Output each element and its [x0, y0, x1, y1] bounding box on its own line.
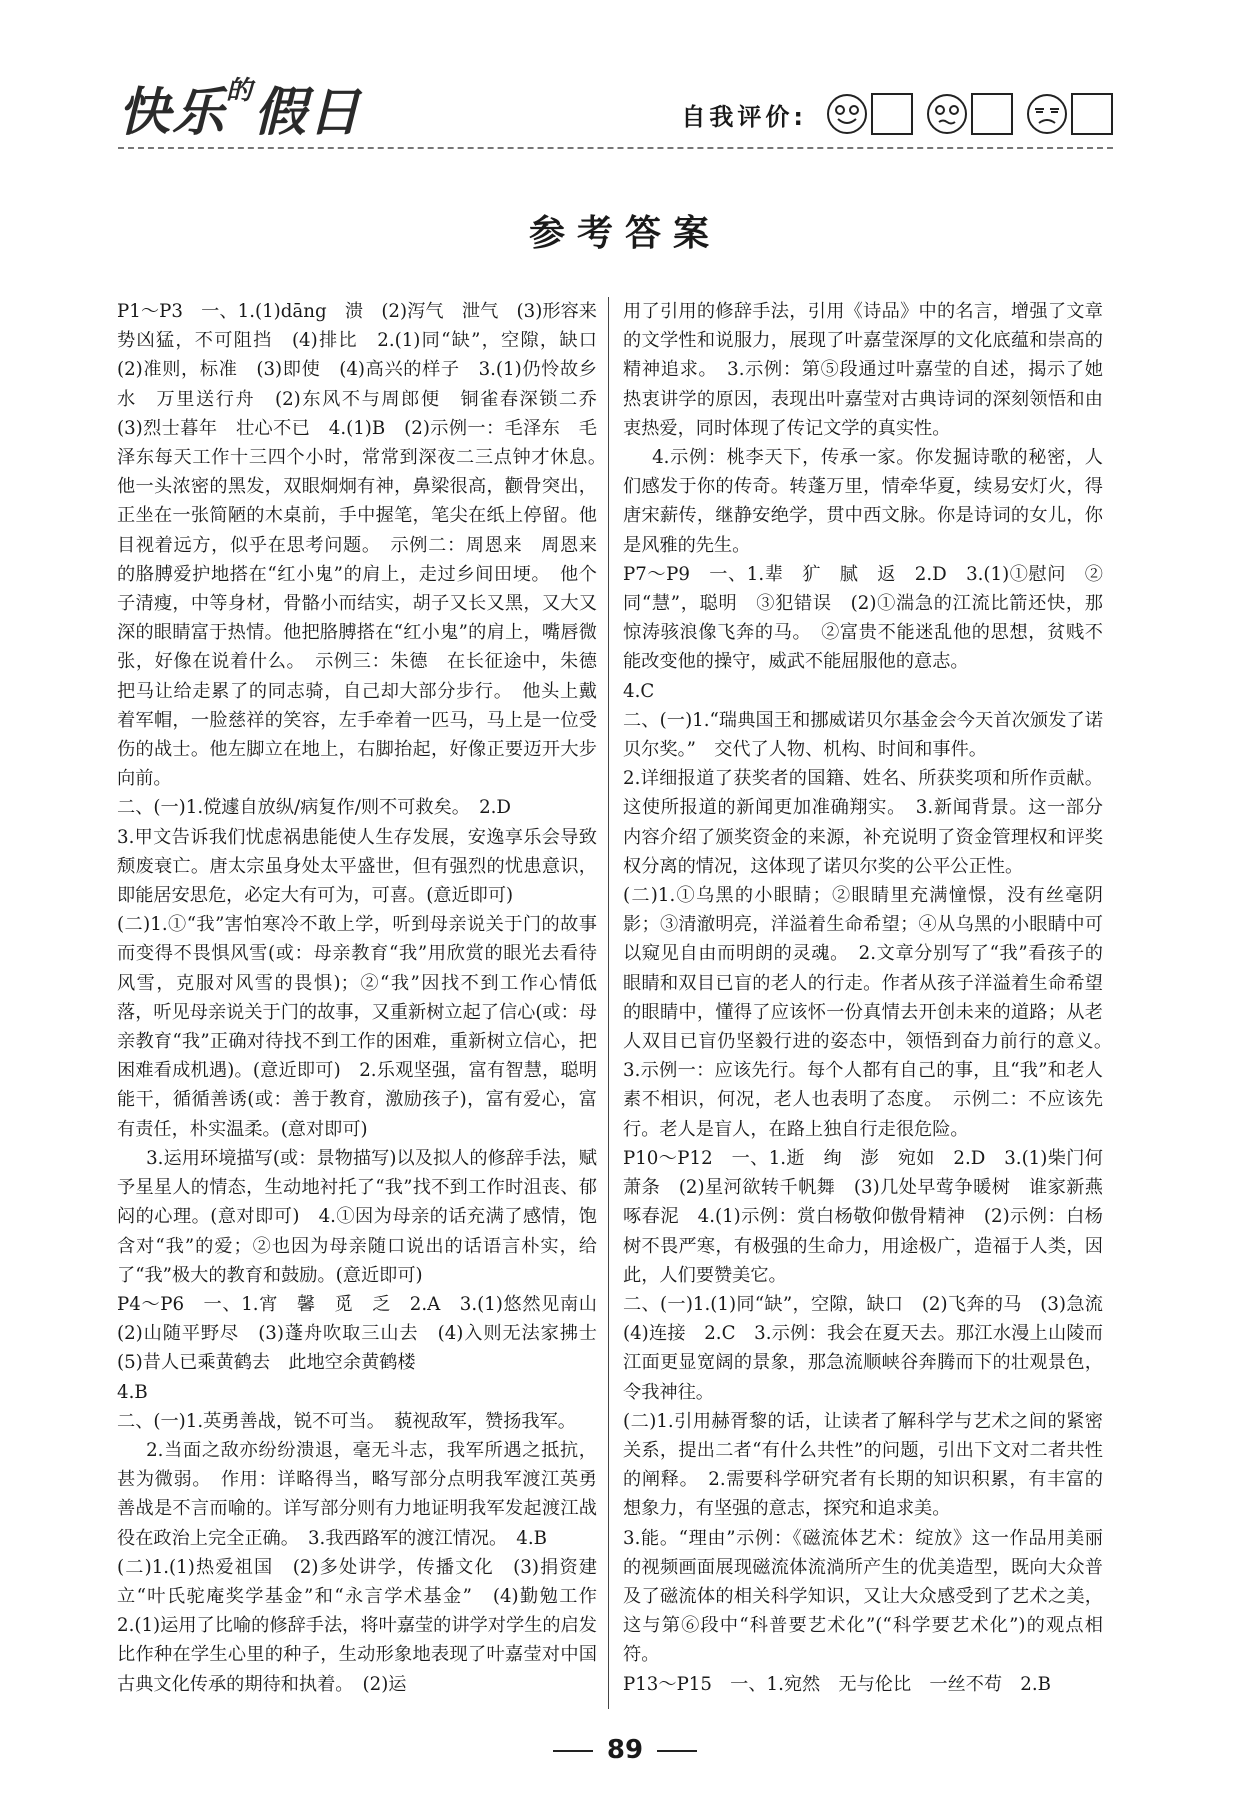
page-header — [118, 70, 1113, 150]
header-divider — [118, 147, 1113, 149]
neutral-checkbox[interactable] — [971, 93, 1013, 135]
answer-paragraph: 二、(一)1.傥遽自放纵/病复作/则不可救矣。 2.D — [117, 797, 512, 819]
happy-checkbox[interactable] — [871, 93, 913, 135]
answer-paragraph: 3.甲文告诉我们忧虑祸患能使人生存发展，安逸享乐会导致颓废衰亡。唐太宗虽身处太平盛世，但有强烈的忧患意识，即能居安思危，必定大有可为，可喜。(意近即可) — [117, 826, 597, 907]
answer-paragraph: P7～P9 一、1.辈 犷 腻 返 2.D 3.(1)①慰问 ②同“慧”，聪明 ③犯错误 (2)①湍急的江流比箭还快，那惊涛骇浪像飞奔的马。 ②富贵不能迷乱他的思想，贫贱不能改变他的操守，威武不能屈服他的意志。 — [623, 563, 1103, 673]
self-evaluation — [681, 88, 1113, 140]
answer-paragraph: P4～P6 一、1.宵 馨 觅 乏 2.A 3.(1)悠然见南山 (2)山随平野尽 (3)蓬舟吹取三山去 (4)入则无法家拂士 (5)昔人已乘黄鹤去 此地空余黄鹤楼 — [117, 1293, 616, 1374]
page-number-dash-left — [553, 1750, 593, 1752]
logo-text-small: 的 — [226, 76, 255, 106]
page-title: 参考答案 — [528, 212, 721, 254]
answer-paragraph: 二、(一)1.(1)同“缺”，空隙，缺口 (2)飞奔的马 (3)急流 (4)连接 2.C 3.示例：我会在夏天去。那江水漫上山陵而江面更显宽阔的景象，那急流顺峡谷奔腾而下的壮观景色，令我神往。 — [623, 1293, 1122, 1403]
neutral-face-icon — [925, 92, 969, 136]
answer-paragraph: 用了引用的修辞手法，引用《诗品》中的名言，增强了文章的文学性和说服力，展现了叶嘉莹深厚的文化底蕴和崇高的精神追求。 3.示例：第⑤段通过叶嘉莹的自述，揭示了她热衷讲学的原因，表现出叶嘉莹对古典诗词的深刻领悟和由衷热爱，同时体现了传记文学的真实性。 — [623, 301, 1103, 439]
answer-paragraph: 二、(一)1.英勇善战，锐不可当。 藐视敌军，赞扬我军。 — [117, 1410, 576, 1432]
happy-face-icon — [825, 92, 869, 136]
answer-paragraph: 3.运用环境描写(或：景物描写)以及拟人的修辞手法，赋予星星人的情态，生动地衬托了“我”找不到工作时沮丧、郁闷的心理。(意对即可) 4.①因为母亲的话充满了感情，饱含对“我”的爱；②也因为母亲随口说出的话语言朴实，给了“我”极大的教育和鼓励。(意近即可) — [117, 1147, 597, 1286]
answer-paragraph: P13～P15 一、1.宛然 无与伦比 一丝不苟 2.B — [623, 1673, 1052, 1695]
sad-checkbox[interactable] — [1071, 93, 1113, 135]
answer-paragraph: P1～P3 一、1.(1)dāng 溃 (2)泻气 泄气 (3)形容来势凶猛，不可阻挡 (4)排比 2.(1)同“缺”，空隙，缺口 (2)准则，标准 (3)即使 (4)高兴的样子 3.(1)仍怜故乡水 万里送行舟 (2)东风不与周郎便 铜雀春深锁二乔 (3)烈士暮年 壮心不已 4.(1)B (2)示例一：毛泽东 毛泽东每天工作十三四个小时，常常到深夜二三点钟才休息。 他一头浓密的黑发，双眼炯炯有神，鼻梁很高，颧骨突出，正坐在一张简陋的木桌前，手中握笔，笔尖在纸上停留。他目视着远方，似乎在思考问题。 示例二：周恩来 周恩来的胳膊爱护地搭在“红小鬼”的肩上，走过乡间田埂。 他个子清瘦，中等身材，骨骼小而结实，胡子又长又黑，又大又深的眼睛富于热情。他把胳膊搭在“红小鬼”的肩上，嘴唇微张，好像在说着什么。 示例三：朱德 在长征途中，朱德把马让给走累了的同志骑，自己却大部分步行。 他头上戴着军帽，一脸慈祥的笑容，左手牵着一匹马，马上是一位受伤的战士。他左脚立在地上，右脚抬起，好像正要迈开大步向前。 — [117, 301, 616, 790]
answer-paragraph: (二)1.(1)热爱祖国 (2)多处讲学，传播文化 (3)捐资建立“叶氏驼庵奖学基金”和“永言学术基金” (4)勤勉工作 2.(1)运用了比喻的修辞手法，将叶嘉莹的讲学对学生的启发比作种在学生心里的种子，生动形象地表现了叶嘉莹对中国古典文化传承的期待和执着。 (2)运 — [117, 1556, 616, 1695]
self-evaluation-label: 自我评价: — [681, 102, 807, 131]
left-column — [117, 297, 616, 1699]
page-number-dash-right — [657, 1750, 697, 1752]
logo-text-1: 快乐 — [118, 83, 227, 143]
answer-paragraph: P10～P12 一、1.逝 绚 澎 宛如 2.D 3.(1)柴门何萧条 (2)星河欲转千帆舞 (3)几处早莺争暖树 谁家新燕啄春泥 4.(1)示例：赏白杨敬仰傲骨精神 (2)示例：白杨树不畏严寒，有极强的生命力，用途极广，造福于人类，因此，人们要赞美它。 — [623, 1147, 1103, 1286]
sad-face-icon — [1025, 92, 1069, 136]
answer-paragraph: 2.详细报道了获奖者的国籍、姓名、所获奖项和所作贡献。这使所报道的新闻更加准确翔实。 3.新闻背景。这一部分内容介绍了颁奖资金的来源，补充说明了资金管理权和评奖权分离的情况，这体现了诺贝尔奖的公平公正性。 — [623, 768, 1103, 877]
answer-paragraph: 4.B — [117, 1381, 148, 1403]
answer-paragraph: (二)1.引用赫胥黎的话，让读者了解科学与艺术之间的紧密关系，提出二者“有什么共性”的问题，引出下文对二者共性的阐释。 2.需要科学研究者有长期的知识积累，有丰富的想象力，有坚强的意志，探究和追求美。 — [623, 1410, 1103, 1520]
answer-paragraph: 2.当面之敌亦纷纷溃退，毫无斗志，我军所遇之抵抗，甚为微弱。 作用：详略得当，略写部分点明我军渡江英勇善战是不言而喻的。详写部分则有力地证明我军发起渡江战役在政治上完全正确。 3.我西路军的渡江情况。 4.B — [117, 1439, 597, 1549]
column-divider — [608, 297, 609, 1709]
answer-paragraph: 4.示例：桃李天下，传承一家。你发掘诗歌的秘密，人们感发于你的传奇。转蓬万里，情牵华夏，续易安灯火，得唐宋薪传，继静安绝学，贯中西文脉。你是诗词的女儿，你是风雅的先生。 — [623, 447, 1103, 556]
answer-paragraph: 3.能。“理由”示例：《磁流体艺术：绽放》这一作品用美丽的视频画面展现磁流体流淌所产生的优美造型，既向大众普及了磁流体的相关科学知识，又让大众感受到了艺术之美，这与第⑥段中“科普要艺术化”(“科学要艺术化”)的观点相符。 — [623, 1527, 1103, 1666]
answer-paragraph: (二)1.①“我”害怕寒冷不敢上学，听到母亲说关于门的故事而变得不畏惧风雪(或：母亲教育“我”用欣赏的眼光去看待风雪，克服对风雪的畏惧)；②“我”因找不到工作心情低落，听见母亲说关于门的故事，又重新树立起了信心(或：母亲教育“我”正确对待找不到工作的困难，重新树立信心，把困难看成机遇)。(意近即可) 2.乐观坚强，富有智慧，聪明能干，循循善诱(或：善于教育，激励孩子)，富有爱心，富有责任，朴实温柔。(意对即可) — [117, 914, 597, 1140]
right-column — [623, 297, 1122, 1699]
logo — [118, 70, 362, 145]
answer-paragraph: 4.C — [623, 680, 655, 702]
page-number — [0, 1735, 1250, 1765]
page-number-value: 89 — [606, 1735, 644, 1765]
answer-paragraph: 二、(一)1.“瑞典国王和挪威诺贝尔基金会今天首次颁发了诺贝尔奖。” 交代了人物、机构、时间和事件。 — [623, 709, 1103, 761]
logo-text-2: 假日 — [254, 83, 363, 143]
answer-paragraph: (二)1.①乌黑的小眼睛；②眼睛里充满憧憬，没有丝毫阴影；③清澈明亮，洋溢着生命希望；④从乌黑的小眼睛中可以窥见自由而明朗的灵魂。 2.文章分别写了“我”看孩子的眼睛和双目已盲的老人的行走。作者从孩子洋溢着生命希望的眼睛中，懂得了应该怀一份真情去开创未来的道路；从老人双目已盲仍坚毅行进的姿态中，领悟到奋力前行的意义。 3.示例一：应该先行。每个人都有自己的事，且“我”和老人素不相识，何况，老人也表明了态度。 示例二：不应该先行。老人是盲人，在路上独自行走很危险。 — [623, 885, 1122, 1140]
